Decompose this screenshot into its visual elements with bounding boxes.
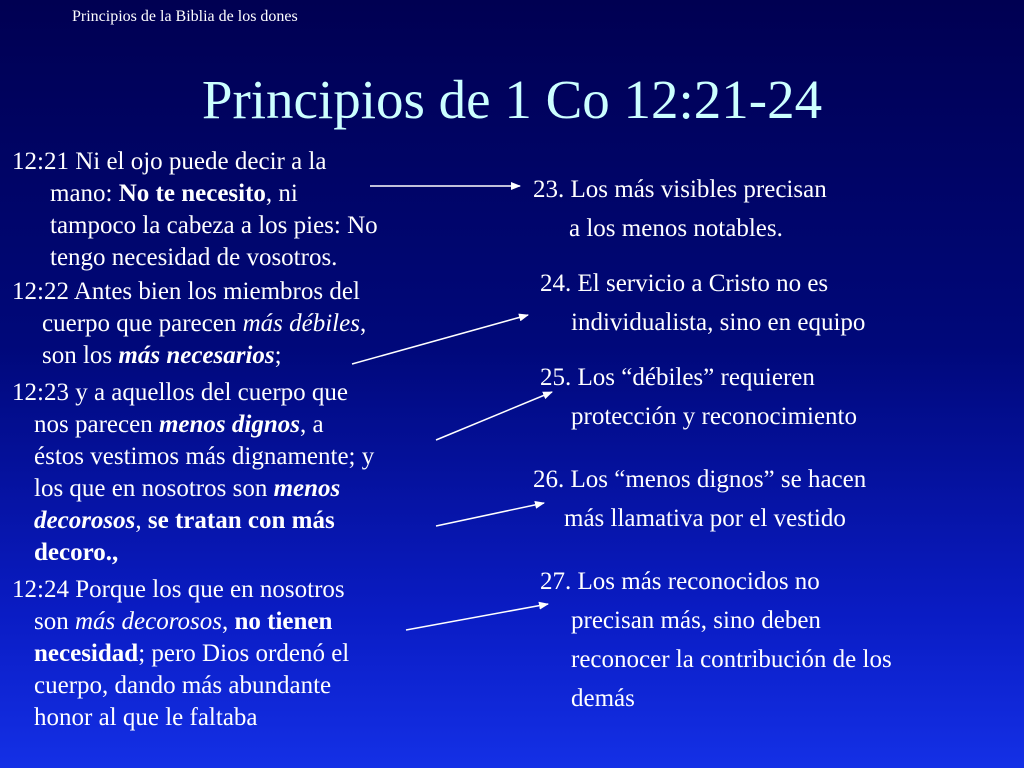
arrow-to-principle-26 — [436, 503, 544, 526]
verse-emphasis: más decorosos — [74, 608, 222, 635]
verse-emphasis: decorosos — [34, 507, 136, 534]
principle-line: 24. El servicio a Cristo no es — [540, 270, 829, 297]
principle-line: 26. Los “menos dignos” se hacen — [533, 466, 867, 493]
arrow-to-principle-27 — [406, 604, 548, 630]
verse-line: 12:21 Ni el ojo puede decir a la — [12, 148, 327, 175]
verse-line: tampoco la cabeza a los pies: No — [50, 212, 378, 239]
verse-line: honor al que le faltaba — [34, 704, 258, 731]
verse-emphasis: menos dignos — [158, 411, 300, 438]
principle-line: individualista, sino en equipo — [571, 309, 866, 336]
verse-text: ; — [274, 342, 282, 369]
verse-text: son — [34, 608, 75, 635]
slide-header: Principios de la Biblia de los dones — [72, 8, 298, 25]
principle-line: demás — [571, 685, 635, 712]
verse-text: , — [135, 507, 148, 534]
verse-text: , ni — [265, 180, 298, 207]
slide-title: Principios de 1 Co 12:21-24 — [201, 69, 823, 130]
principle-line: 23. Los más visibles precisan — [533, 176, 827, 203]
verse-text: , a — [299, 411, 324, 438]
principle-line: a los menos notables. — [569, 215, 783, 242]
verse-text: , — [221, 608, 235, 635]
verse-line: tengo necesidad de vosotros. — [50, 244, 338, 271]
verse-emphasis: decoro., — [34, 539, 119, 566]
verse-text: los que en nosotros son — [34, 475, 274, 502]
principle-line: 25. Los “débiles” requieren — [540, 364, 815, 391]
principle-line: reconocer la contribución de los — [571, 646, 892, 673]
verse-emphasis: se tratan con más — [147, 507, 335, 534]
arrow-to-principle-24 — [352, 315, 528, 364]
verse-text: ; pero Dios ordenó el — [138, 640, 350, 667]
verse-line: cuerpo, dando más abundante — [34, 672, 332, 699]
verse-emphasis: más débiles — [242, 310, 360, 337]
verse-text: mano: — [50, 180, 119, 207]
verse-text: , — [359, 310, 367, 337]
verse-line: 12:23 y a aquellos del cuerpo que — [12, 379, 349, 406]
verse-emphasis: No te necesito — [118, 180, 266, 207]
verse-text: nos parecen — [34, 411, 159, 438]
principle-line: protección y reconocimiento — [571, 403, 857, 430]
verse-line: éstos vestimos más dignamente; y — [34, 443, 375, 470]
principle-line: 27. Los más reconocidos no — [540, 568, 820, 595]
verse-text: cuerpo que parecen — [42, 310, 243, 337]
verse-emphasis: más necesarios — [118, 342, 275, 369]
arrow-to-principle-25 — [436, 392, 552, 440]
verse-emphasis: menos — [273, 475, 341, 502]
verse-line: 12:24 Porque los que en nosotros — [12, 576, 345, 603]
verse-text: son los — [42, 342, 119, 369]
verse-emphasis: no tienen — [234, 608, 333, 635]
verse-emphasis: necesidad — [34, 640, 139, 667]
principle-line: más llamativa por el vestido — [564, 505, 846, 532]
verse-line: 12:22 Antes bien los miembros del — [12, 278, 360, 305]
principle-line: precisan más, sino deben — [571, 607, 821, 634]
